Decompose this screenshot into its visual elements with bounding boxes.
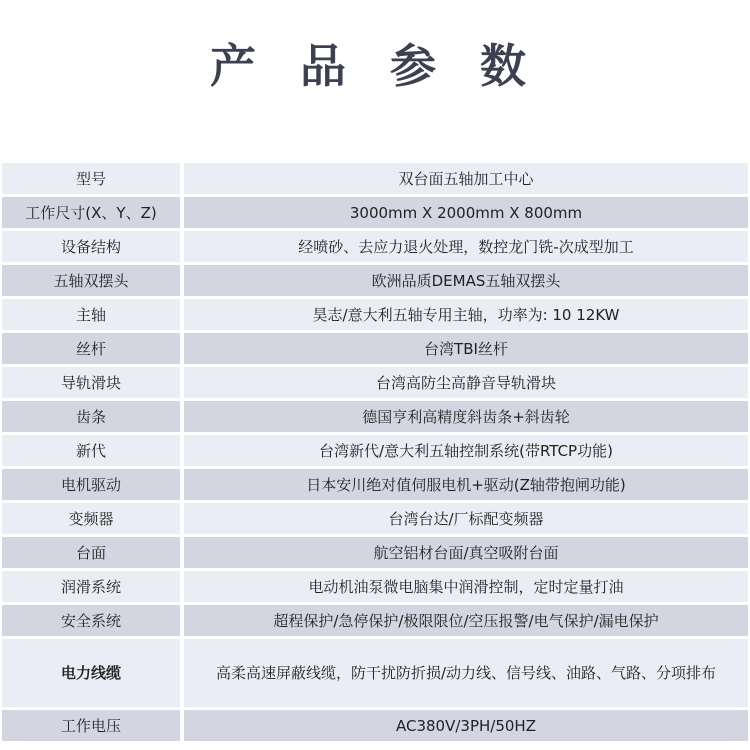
table-row <box>2 265 748 296</box>
table-row <box>2 197 748 228</box>
table-row <box>2 710 748 741</box>
param-label: 变频器 <box>2 503 180 534</box>
param-label: 五轴双摆头 <box>2 265 180 296</box>
parameter-table <box>2 160 748 744</box>
param-value: 电动机油泵微电脑集中润滑控制，定时定量打油 <box>184 571 748 602</box>
table-row <box>2 639 748 707</box>
param-label: 安全系统 <box>2 605 180 636</box>
param-label: 电力线缆 <box>2 639 180 707</box>
param-label: 润滑系统 <box>2 571 180 602</box>
param-label: 齿条 <box>2 401 180 432</box>
param-value: 高柔高速屏蔽线缆，防干扰防折损/动力线、信号线、油路、气路、分项排布 <box>184 639 748 707</box>
table-row <box>2 571 748 602</box>
param-value: 3000mm X 2000mm X 800mm <box>184 197 748 228</box>
table-row <box>2 503 748 534</box>
param-label: 新代 <box>2 435 180 466</box>
param-label: 主轴 <box>2 299 180 330</box>
table-row <box>2 605 748 636</box>
param-value: 台湾TBI丝杆 <box>184 333 748 364</box>
table-row <box>2 163 748 194</box>
param-value: 台湾新代/意大利五轴控制系统(带RTCP功能) <box>184 435 748 466</box>
param-value: 经喷砂、去应力退火处理，数控龙门铣-次成型加工 <box>184 231 748 262</box>
table-row <box>2 367 748 398</box>
param-value: 德国亨利高精度斜齿条+斜齿轮 <box>184 401 748 432</box>
table-row <box>2 299 748 330</box>
param-value: 航空铝材台面/真空吸附台面 <box>184 537 748 568</box>
param-value: AC380V/3PH/50HZ <box>184 710 748 741</box>
table-row <box>2 231 748 262</box>
param-value: 双台面五轴加工中心 <box>184 163 748 194</box>
param-label: 台面 <box>2 537 180 568</box>
table-row <box>2 435 748 466</box>
param-label: 电机驱动 <box>2 469 180 500</box>
table-row <box>2 469 748 500</box>
page-title: 产 品 参 数 <box>209 39 541 93</box>
param-label: 设备结构 <box>2 231 180 262</box>
param-label: 型号 <box>2 163 180 194</box>
table-row <box>2 333 748 364</box>
table-row <box>2 537 748 568</box>
table-row <box>2 401 748 432</box>
param-label: 导轨滑块 <box>2 367 180 398</box>
param-value: 昊志/意大利五轴专用主轴，功率为: 10 12KW <box>184 299 748 330</box>
param-value: 台湾台达/厂标配变频器 <box>184 503 748 534</box>
param-label: 工作尺寸(X、Y、Z) <box>2 197 180 228</box>
param-value: 日本安川绝对值伺服电机+驱动(Z轴带抱闸功能) <box>184 469 748 500</box>
param-label: 丝杆 <box>2 333 180 364</box>
param-value: 台湾高防尘高静音导轨滑块 <box>184 367 748 398</box>
param-value: 欧洲品质DEMAS五轴双摆头 <box>184 265 748 296</box>
param-value: 超程保护/急停保护/极限限位/空压报警/电气保护/漏电保护 <box>184 605 748 636</box>
param-label: 工作电压 <box>2 710 180 741</box>
